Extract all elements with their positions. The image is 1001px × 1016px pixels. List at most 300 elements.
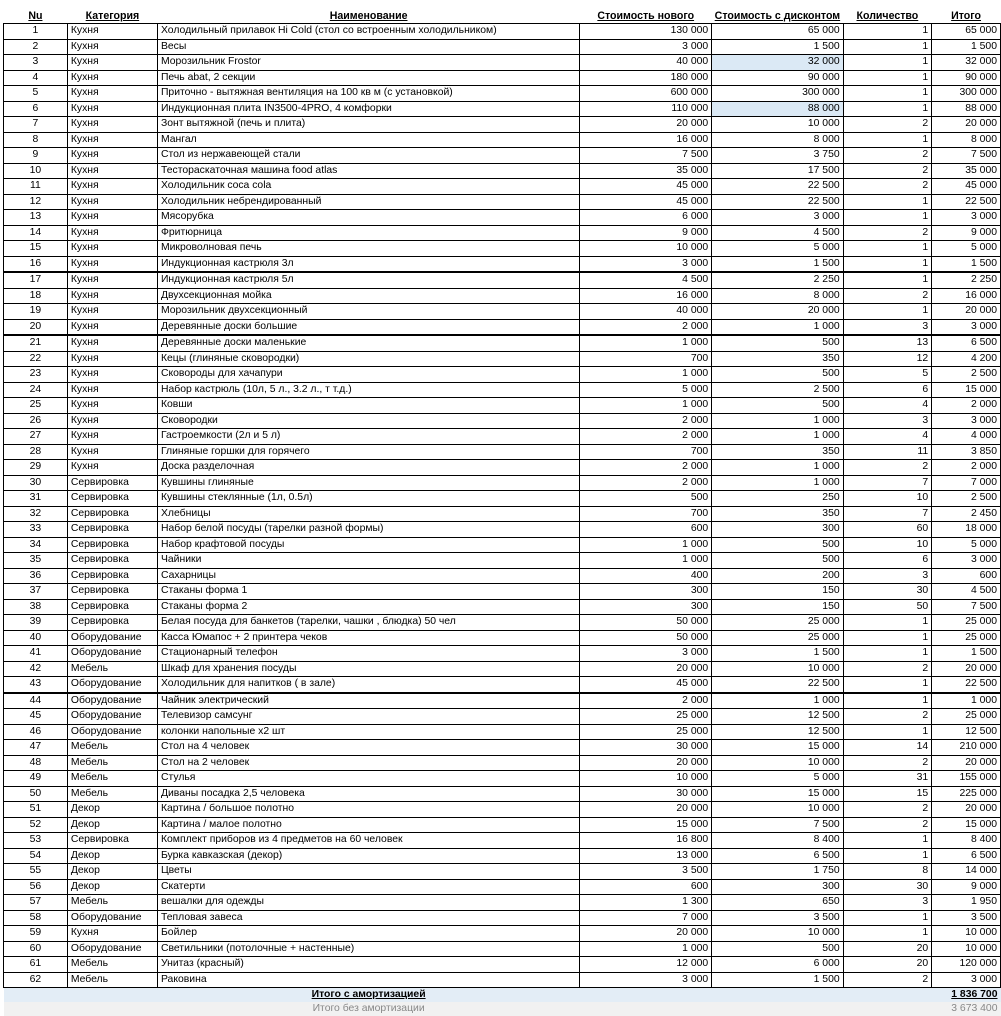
cell-quantity[interactable]: 2: [843, 288, 932, 304]
cell-total[interactable]: 7 500: [932, 599, 1001, 615]
cell-category[interactable]: Кухня: [67, 24, 157, 40]
cell-total[interactable]: 90 000: [932, 70, 1001, 86]
cell-name[interactable]: Стаканы форма 1: [157, 584, 579, 600]
cell-category[interactable]: Кухня: [67, 272, 157, 288]
cell-quantity[interactable]: 1: [843, 926, 932, 942]
cell-total[interactable]: 22 500: [932, 194, 1001, 210]
cell-total[interactable]: 1 500: [932, 256, 1001, 272]
cell-category[interactable]: Сервировка: [67, 584, 157, 600]
cell-total[interactable]: 7 000: [932, 475, 1001, 491]
cell-total[interactable]: 4 500: [932, 584, 1001, 600]
cell-price-new[interactable]: 20 000: [580, 755, 712, 771]
cell-price-new[interactable]: 20 000: [580, 926, 712, 942]
cell-num[interactable]: 33: [4, 522, 68, 538]
cell-price-new[interactable]: 3 000: [580, 256, 712, 272]
cell-total[interactable]: 9 000: [932, 225, 1001, 241]
cell-price-new[interactable]: 1 000: [580, 537, 712, 553]
cell-name[interactable]: Холодильный прилавок Hi Cold (стол со встроенным холодильником): [157, 24, 579, 40]
cell-quantity[interactable]: 1: [843, 848, 932, 864]
cell-price-discount[interactable]: 200: [712, 568, 843, 584]
cell-name[interactable]: Скатерти: [157, 879, 579, 895]
cell-category[interactable]: Оборудование: [67, 910, 157, 926]
cell-total[interactable]: 12 500: [932, 724, 1001, 740]
cell-total[interactable]: 3 000: [932, 210, 1001, 226]
cell-total[interactable]: 3 000: [932, 319, 1001, 335]
cell-total[interactable]: 7 500: [932, 148, 1001, 164]
cell-num[interactable]: 50: [4, 786, 68, 802]
cell-price-new[interactable]: 13 000: [580, 848, 712, 864]
cell-num[interactable]: 17: [4, 272, 68, 288]
cell-category[interactable]: Мебель: [67, 786, 157, 802]
cell-num[interactable]: 30: [4, 475, 68, 491]
cell-name[interactable]: Стулья: [157, 771, 579, 787]
cell-name[interactable]: Набор кастрюль (10л, 5 л., 3.2 л., т т.д.): [157, 382, 579, 398]
cell-category[interactable]: Кухня: [67, 194, 157, 210]
col-header-name[interactable]: Наименование: [157, 9, 579, 24]
cell-total[interactable]: 15 000: [932, 382, 1001, 398]
cell-name[interactable]: Стаканы форма 2: [157, 599, 579, 615]
cell-total[interactable]: 10 000: [932, 941, 1001, 957]
cell-name[interactable]: Кувшины стеклянные (1л, 0.5л): [157, 491, 579, 507]
cell-num[interactable]: 34: [4, 537, 68, 553]
cell-num[interactable]: 29: [4, 460, 68, 476]
cell-name[interactable]: Набор крафтовой посуды: [157, 537, 579, 553]
cell-quantity[interactable]: 2: [843, 755, 932, 771]
cell-category[interactable]: Оборудование: [67, 677, 157, 693]
cell-name[interactable]: Глиняные горшки для горячего: [157, 444, 579, 460]
cell-total[interactable]: 6 500: [932, 335, 1001, 351]
cell-price-new[interactable]: 40 000: [580, 304, 712, 320]
cell-price-discount[interactable]: 500: [712, 941, 843, 957]
cell-price-discount[interactable]: 650: [712, 895, 843, 911]
cell-price-discount[interactable]: 300 000: [712, 86, 843, 102]
cell-quantity[interactable]: 4: [843, 398, 932, 414]
cell-price-new[interactable]: 45 000: [580, 677, 712, 693]
cell-name[interactable]: Приточно - вытяжная вентиляция на 100 кв м (с установкой): [157, 86, 579, 102]
cell-name[interactable]: Зонт вытяжной (печь и плита): [157, 117, 579, 133]
cell-price-new[interactable]: 2 000: [580, 429, 712, 445]
cell-num[interactable]: 47: [4, 740, 68, 756]
cell-price-new[interactable]: 40 000: [580, 55, 712, 71]
cell-price-new[interactable]: 3 000: [580, 646, 712, 662]
cell-quantity[interactable]: 20: [843, 957, 932, 973]
cell-price-discount[interactable]: 8 000: [712, 288, 843, 304]
cell-quantity[interactable]: 1: [843, 86, 932, 102]
cell-quantity[interactable]: 20: [843, 941, 932, 957]
cell-price-discount[interactable]: 500: [712, 367, 843, 383]
cell-quantity[interactable]: 2: [843, 225, 932, 241]
cell-total[interactable]: 16 000: [932, 288, 1001, 304]
cell-quantity[interactable]: 10: [843, 491, 932, 507]
cell-category[interactable]: Сервировка: [67, 491, 157, 507]
cell-name[interactable]: Деревянные доски большие: [157, 319, 579, 335]
cell-total[interactable]: 120 000: [932, 957, 1001, 973]
cell-num[interactable]: 27: [4, 429, 68, 445]
cell-num[interactable]: 38: [4, 599, 68, 615]
cell-num[interactable]: 59: [4, 926, 68, 942]
cell-num[interactable]: 25: [4, 398, 68, 414]
total-with-amortization-value[interactable]: 1 836 700: [932, 988, 1001, 1003]
cell-category[interactable]: Кухня: [67, 413, 157, 429]
cell-quantity[interactable]: 1: [843, 646, 932, 662]
cell-price-discount[interactable]: 4 500: [712, 225, 843, 241]
cell-category[interactable]: Сервировка: [67, 599, 157, 615]
cell-name[interactable]: Чайник электрический: [157, 693, 579, 709]
cell-num[interactable]: 49: [4, 771, 68, 787]
cell-price-new[interactable]: 50 000: [580, 630, 712, 646]
cell-quantity[interactable]: 1: [843, 272, 932, 288]
cell-price-discount[interactable]: 5 000: [712, 241, 843, 257]
cell-total[interactable]: 20 000: [932, 755, 1001, 771]
cell-quantity[interactable]: 2: [843, 179, 932, 195]
cell-category[interactable]: Кухня: [67, 179, 157, 195]
cell-price-discount[interactable]: 350: [712, 444, 843, 460]
cell-price-discount[interactable]: 5 000: [712, 771, 843, 787]
cell-name[interactable]: Кувшины глиняные: [157, 475, 579, 491]
cell-name[interactable]: Сковородки: [157, 413, 579, 429]
cell-price-discount[interactable]: 20 000: [712, 304, 843, 320]
cell-name[interactable]: Светильники (потолочные + настенные): [157, 941, 579, 957]
cell-category[interactable]: Кухня: [67, 148, 157, 164]
cell-name[interactable]: Хлебницы: [157, 506, 579, 522]
cell-price-new[interactable]: 20 000: [580, 661, 712, 677]
cell-name[interactable]: Холодильник для напитков ( в зале): [157, 677, 579, 693]
cell-total[interactable]: 225 000: [932, 786, 1001, 802]
cell-price-discount[interactable]: 10 000: [712, 661, 843, 677]
cell-num[interactable]: 26: [4, 413, 68, 429]
cell-price-new[interactable]: 1 000: [580, 367, 712, 383]
cell-total[interactable]: 2 450: [932, 506, 1001, 522]
cell-name[interactable]: Индукционная кастрюля 5л: [157, 272, 579, 288]
cell-num[interactable]: 12: [4, 194, 68, 210]
cell-num[interactable]: 57: [4, 895, 68, 911]
cell-num[interactable]: 35: [4, 553, 68, 569]
cell-price-discount[interactable]: 90 000: [712, 70, 843, 86]
cell-price-new[interactable]: 180 000: [580, 70, 712, 86]
cell-price-new[interactable]: 10 000: [580, 241, 712, 257]
cell-name[interactable]: Стол из нержавеющей стали: [157, 148, 579, 164]
cell-quantity[interactable]: 2: [843, 661, 932, 677]
cell-price-discount[interactable]: 250: [712, 491, 843, 507]
cell-name[interactable]: Унитаз (красный): [157, 957, 579, 973]
cell-quantity[interactable]: 1: [843, 39, 932, 55]
cell-num[interactable]: 16: [4, 256, 68, 272]
cell-total[interactable]: 3 000: [932, 972, 1001, 988]
cell-price-new[interactable]: 700: [580, 444, 712, 460]
cell-category[interactable]: Сервировка: [67, 537, 157, 553]
cell-price-new[interactable]: 6 000: [580, 210, 712, 226]
cell-category[interactable]: Оборудование: [67, 941, 157, 957]
cell-total[interactable]: 2 500: [932, 367, 1001, 383]
cell-num[interactable]: 58: [4, 910, 68, 926]
cell-category[interactable]: Кухня: [67, 398, 157, 414]
cell-quantity[interactable]: 1: [843, 304, 932, 320]
cell-total[interactable]: 20 000: [932, 661, 1001, 677]
cell-price-discount[interactable]: 500: [712, 537, 843, 553]
cell-price-discount[interactable]: 8 000: [712, 132, 843, 148]
cell-price-new[interactable]: 1 300: [580, 895, 712, 911]
cell-price-new[interactable]: 1 000: [580, 398, 712, 414]
cell-category[interactable]: Декор: [67, 817, 157, 833]
cell-price-discount[interactable]: 300: [712, 522, 843, 538]
cell-quantity[interactable]: 1: [843, 910, 932, 926]
cell-quantity[interactable]: 13: [843, 335, 932, 351]
cell-price-new[interactable]: 20 000: [580, 117, 712, 133]
cell-price-new[interactable]: 9 000: [580, 225, 712, 241]
cell-num[interactable]: 8: [4, 132, 68, 148]
cell-name[interactable]: Цветы: [157, 864, 579, 880]
cell-num[interactable]: 51: [4, 802, 68, 818]
cell-price-discount[interactable]: 25 000: [712, 615, 843, 631]
cell-price-new[interactable]: 500: [580, 491, 712, 507]
cell-num[interactable]: 22: [4, 351, 68, 367]
cell-num[interactable]: 19: [4, 304, 68, 320]
cell-category[interactable]: Сервировка: [67, 553, 157, 569]
cell-price-discount[interactable]: 1 000: [712, 460, 843, 476]
cell-total[interactable]: 4 000: [932, 429, 1001, 445]
col-header-price-discount[interactable]: Стоимость с дисконтом: [712, 9, 843, 24]
cell-price-discount[interactable]: 7 500: [712, 817, 843, 833]
cell-category[interactable]: Кухня: [67, 39, 157, 55]
cell-num[interactable]: 18: [4, 288, 68, 304]
cell-price-discount[interactable]: 2 250: [712, 272, 843, 288]
cell-category[interactable]: Кухня: [67, 460, 157, 476]
cell-total[interactable]: 300 000: [932, 86, 1001, 102]
cell-name[interactable]: Комплект приборов из 4 предметов на 60 человек: [157, 833, 579, 849]
cell-num[interactable]: 28: [4, 444, 68, 460]
cell-total[interactable]: 5 000: [932, 537, 1001, 553]
cell-price-new[interactable]: 700: [580, 351, 712, 367]
cell-price-discount[interactable]: 22 500: [712, 677, 843, 693]
cell-name[interactable]: Набор белой посуды (тарелки разной формы): [157, 522, 579, 538]
cell-name[interactable]: Стационарный телефон: [157, 646, 579, 662]
cell-num[interactable]: 23: [4, 367, 68, 383]
cell-category[interactable]: Сервировка: [67, 615, 157, 631]
cell-num[interactable]: 13: [4, 210, 68, 226]
cell-quantity[interactable]: 1: [843, 55, 932, 71]
cell-category[interactable]: Кухня: [67, 367, 157, 383]
cell-name[interactable]: вешалки для одежды: [157, 895, 579, 911]
cell-category[interactable]: Кухня: [67, 241, 157, 257]
cell-name[interactable]: Индукционная кастрюля 3л: [157, 256, 579, 272]
cell-price-new[interactable]: 25 000: [580, 709, 712, 725]
cell-quantity[interactable]: 1: [843, 833, 932, 849]
cell-category[interactable]: Кухня: [67, 288, 157, 304]
cell-category[interactable]: Кухня: [67, 256, 157, 272]
cell-num[interactable]: 41: [4, 646, 68, 662]
cell-total[interactable]: 20 000: [932, 117, 1001, 133]
cell-price-discount[interactable]: 1 000: [712, 693, 843, 709]
cell-total[interactable]: 15 000: [932, 817, 1001, 833]
cell-num[interactable]: 2: [4, 39, 68, 55]
cell-total[interactable]: 1 500: [932, 646, 1001, 662]
cell-price-discount[interactable]: 6 500: [712, 848, 843, 864]
cell-price-discount[interactable]: 3 500: [712, 910, 843, 926]
cell-price-new[interactable]: 1 000: [580, 941, 712, 957]
cell-category[interactable]: Декор: [67, 848, 157, 864]
cell-price-new[interactable]: 1 000: [580, 553, 712, 569]
cell-num[interactable]: 5: [4, 86, 68, 102]
cell-num[interactable]: 31: [4, 491, 68, 507]
cell-price-discount[interactable]: 1 500: [712, 256, 843, 272]
cell-price-new[interactable]: 700: [580, 506, 712, 522]
cell-num[interactable]: 4: [4, 70, 68, 86]
cell-quantity[interactable]: 5: [843, 367, 932, 383]
cell-quantity[interactable]: 3: [843, 319, 932, 335]
cell-total[interactable]: 88 000: [932, 101, 1001, 117]
cell-price-discount[interactable]: 17 500: [712, 163, 843, 179]
cell-num[interactable]: 9: [4, 148, 68, 164]
cell-category[interactable]: Кухня: [67, 319, 157, 335]
cell-total[interactable]: 1 950: [932, 895, 1001, 911]
cell-total[interactable]: 3 500: [932, 910, 1001, 926]
cell-category[interactable]: Кухня: [67, 132, 157, 148]
cell-category[interactable]: Кухня: [67, 335, 157, 351]
col-header-num[interactable]: Nu: [4, 9, 68, 24]
cell-num[interactable]: 45: [4, 709, 68, 725]
cell-quantity[interactable]: 1: [843, 630, 932, 646]
cell-total[interactable]: 65 000: [932, 24, 1001, 40]
cell-name[interactable]: Гастроемкости (2л и 5 л): [157, 429, 579, 445]
cell-quantity[interactable]: 1: [843, 241, 932, 257]
cell-total[interactable]: 25 000: [932, 630, 1001, 646]
cell-total[interactable]: 14 000: [932, 864, 1001, 880]
cell-name[interactable]: Раковина: [157, 972, 579, 988]
cell-quantity[interactable]: 2: [843, 460, 932, 476]
cell-price-new[interactable]: 300: [580, 599, 712, 615]
cell-quantity[interactable]: 1: [843, 693, 932, 709]
cell-num[interactable]: 14: [4, 225, 68, 241]
cell-category[interactable]: Сервировка: [67, 506, 157, 522]
cell-quantity[interactable]: 12: [843, 351, 932, 367]
cell-name[interactable]: Фритюрница: [157, 225, 579, 241]
cell-quantity[interactable]: 1: [843, 256, 932, 272]
cell-name[interactable]: Тепловая завеса: [157, 910, 579, 926]
cell-total[interactable]: 5 000: [932, 241, 1001, 257]
cell-total[interactable]: 3 850: [932, 444, 1001, 460]
cell-quantity[interactable]: 2: [843, 972, 932, 988]
cell-total[interactable]: 4 200: [932, 351, 1001, 367]
cell-total[interactable]: 600: [932, 568, 1001, 584]
cell-name[interactable]: Ковши: [157, 398, 579, 414]
cell-quantity[interactable]: 3: [843, 895, 932, 911]
cell-quantity[interactable]: 50: [843, 599, 932, 615]
cell-num[interactable]: 39: [4, 615, 68, 631]
cell-num[interactable]: 43: [4, 677, 68, 693]
cell-category[interactable]: Сервировка: [67, 475, 157, 491]
cell-price-new[interactable]: 25 000: [580, 724, 712, 740]
cell-name[interactable]: Весы: [157, 39, 579, 55]
cell-category[interactable]: Кухня: [67, 86, 157, 102]
cell-price-discount[interactable]: 1 750: [712, 864, 843, 880]
cell-quantity[interactable]: 10: [843, 537, 932, 553]
cell-price-new[interactable]: 16 800: [580, 833, 712, 849]
cell-num[interactable]: 20: [4, 319, 68, 335]
cell-price-new[interactable]: 2 000: [580, 693, 712, 709]
cell-price-new[interactable]: 10 000: [580, 771, 712, 787]
cell-num[interactable]: 46: [4, 724, 68, 740]
cell-name[interactable]: Диваны посадка 2,5 человека: [157, 786, 579, 802]
cell-quantity[interactable]: 60: [843, 522, 932, 538]
cell-price-new[interactable]: 2 000: [580, 475, 712, 491]
cell-name[interactable]: колонки напольные х2 шт: [157, 724, 579, 740]
cell-category[interactable]: Оборудование: [67, 646, 157, 662]
cell-price-new[interactable]: 35 000: [580, 163, 712, 179]
cell-category[interactable]: Мебель: [67, 740, 157, 756]
cell-quantity[interactable]: 2: [843, 148, 932, 164]
cell-price-new[interactable]: 400: [580, 568, 712, 584]
cell-category[interactable]: Оборудование: [67, 724, 157, 740]
cell-price-discount[interactable]: 25 000: [712, 630, 843, 646]
cell-price-discount[interactable]: 350: [712, 506, 843, 522]
cell-total[interactable]: 22 500: [932, 677, 1001, 693]
cell-total[interactable]: 32 000: [932, 55, 1001, 71]
cell-quantity[interactable]: 6: [843, 382, 932, 398]
cell-category[interactable]: Декор: [67, 802, 157, 818]
cell-total[interactable]: 8 400: [932, 833, 1001, 849]
cell-category[interactable]: Кухня: [67, 210, 157, 226]
cell-price-new[interactable]: 2 000: [580, 460, 712, 476]
cell-num[interactable]: 7: [4, 117, 68, 133]
cell-num[interactable]: 44: [4, 693, 68, 709]
cell-quantity[interactable]: 4: [843, 429, 932, 445]
cell-num[interactable]: 61: [4, 957, 68, 973]
cell-price-new[interactable]: 300: [580, 584, 712, 600]
cell-name[interactable]: Морозильник Frostor: [157, 55, 579, 71]
cell-category[interactable]: Мебель: [67, 771, 157, 787]
cell-num[interactable]: 10: [4, 163, 68, 179]
cell-total[interactable]: 3 000: [932, 553, 1001, 569]
cell-price-discount[interactable]: 65 000: [712, 24, 843, 40]
cell-quantity[interactable]: 30: [843, 879, 932, 895]
cell-quantity[interactable]: 1: [843, 70, 932, 86]
cell-price-discount[interactable]: 10 000: [712, 802, 843, 818]
cell-price-discount[interactable]: 12 500: [712, 724, 843, 740]
cell-num[interactable]: 15: [4, 241, 68, 257]
cell-num[interactable]: 6: [4, 101, 68, 117]
cell-quantity[interactable]: 1: [843, 615, 932, 631]
col-header-category[interactable]: Категория: [67, 9, 157, 24]
cell-name[interactable]: Деревянные доски маленькие: [157, 335, 579, 351]
cell-price-discount[interactable]: 15 000: [712, 740, 843, 756]
cell-price-new[interactable]: 600: [580, 879, 712, 895]
cell-total[interactable]: 45 000: [932, 179, 1001, 195]
cell-total[interactable]: 25 000: [932, 615, 1001, 631]
cell-price-discount[interactable]: 10 000: [712, 117, 843, 133]
cell-price-discount[interactable]: 88 000: [712, 101, 843, 117]
cell-num[interactable]: 53: [4, 833, 68, 849]
cell-total[interactable]: 2 000: [932, 460, 1001, 476]
cell-price-discount[interactable]: 22 500: [712, 179, 843, 195]
cell-num[interactable]: 21: [4, 335, 68, 351]
cell-num[interactable]: 24: [4, 382, 68, 398]
cell-category[interactable]: Кухня: [67, 444, 157, 460]
cell-quantity[interactable]: 1: [843, 132, 932, 148]
cell-price-new[interactable]: 3 000: [580, 972, 712, 988]
cell-name[interactable]: Двухсекционная мойка: [157, 288, 579, 304]
cell-num[interactable]: 55: [4, 864, 68, 880]
cell-quantity[interactable]: 8: [843, 864, 932, 880]
cell-price-discount[interactable]: 2 500: [712, 382, 843, 398]
cell-price-discount[interactable]: 22 500: [712, 194, 843, 210]
cell-price-discount[interactable]: 1 000: [712, 475, 843, 491]
cell-name[interactable]: Мангал: [157, 132, 579, 148]
cell-name[interactable]: Телевизор самсунг: [157, 709, 579, 725]
cell-price-discount[interactable]: 1 000: [712, 413, 843, 429]
cell-name[interactable]: Печь abat, 2 секции: [157, 70, 579, 86]
cell-quantity[interactable]: 1: [843, 677, 932, 693]
cell-quantity[interactable]: 31: [843, 771, 932, 787]
